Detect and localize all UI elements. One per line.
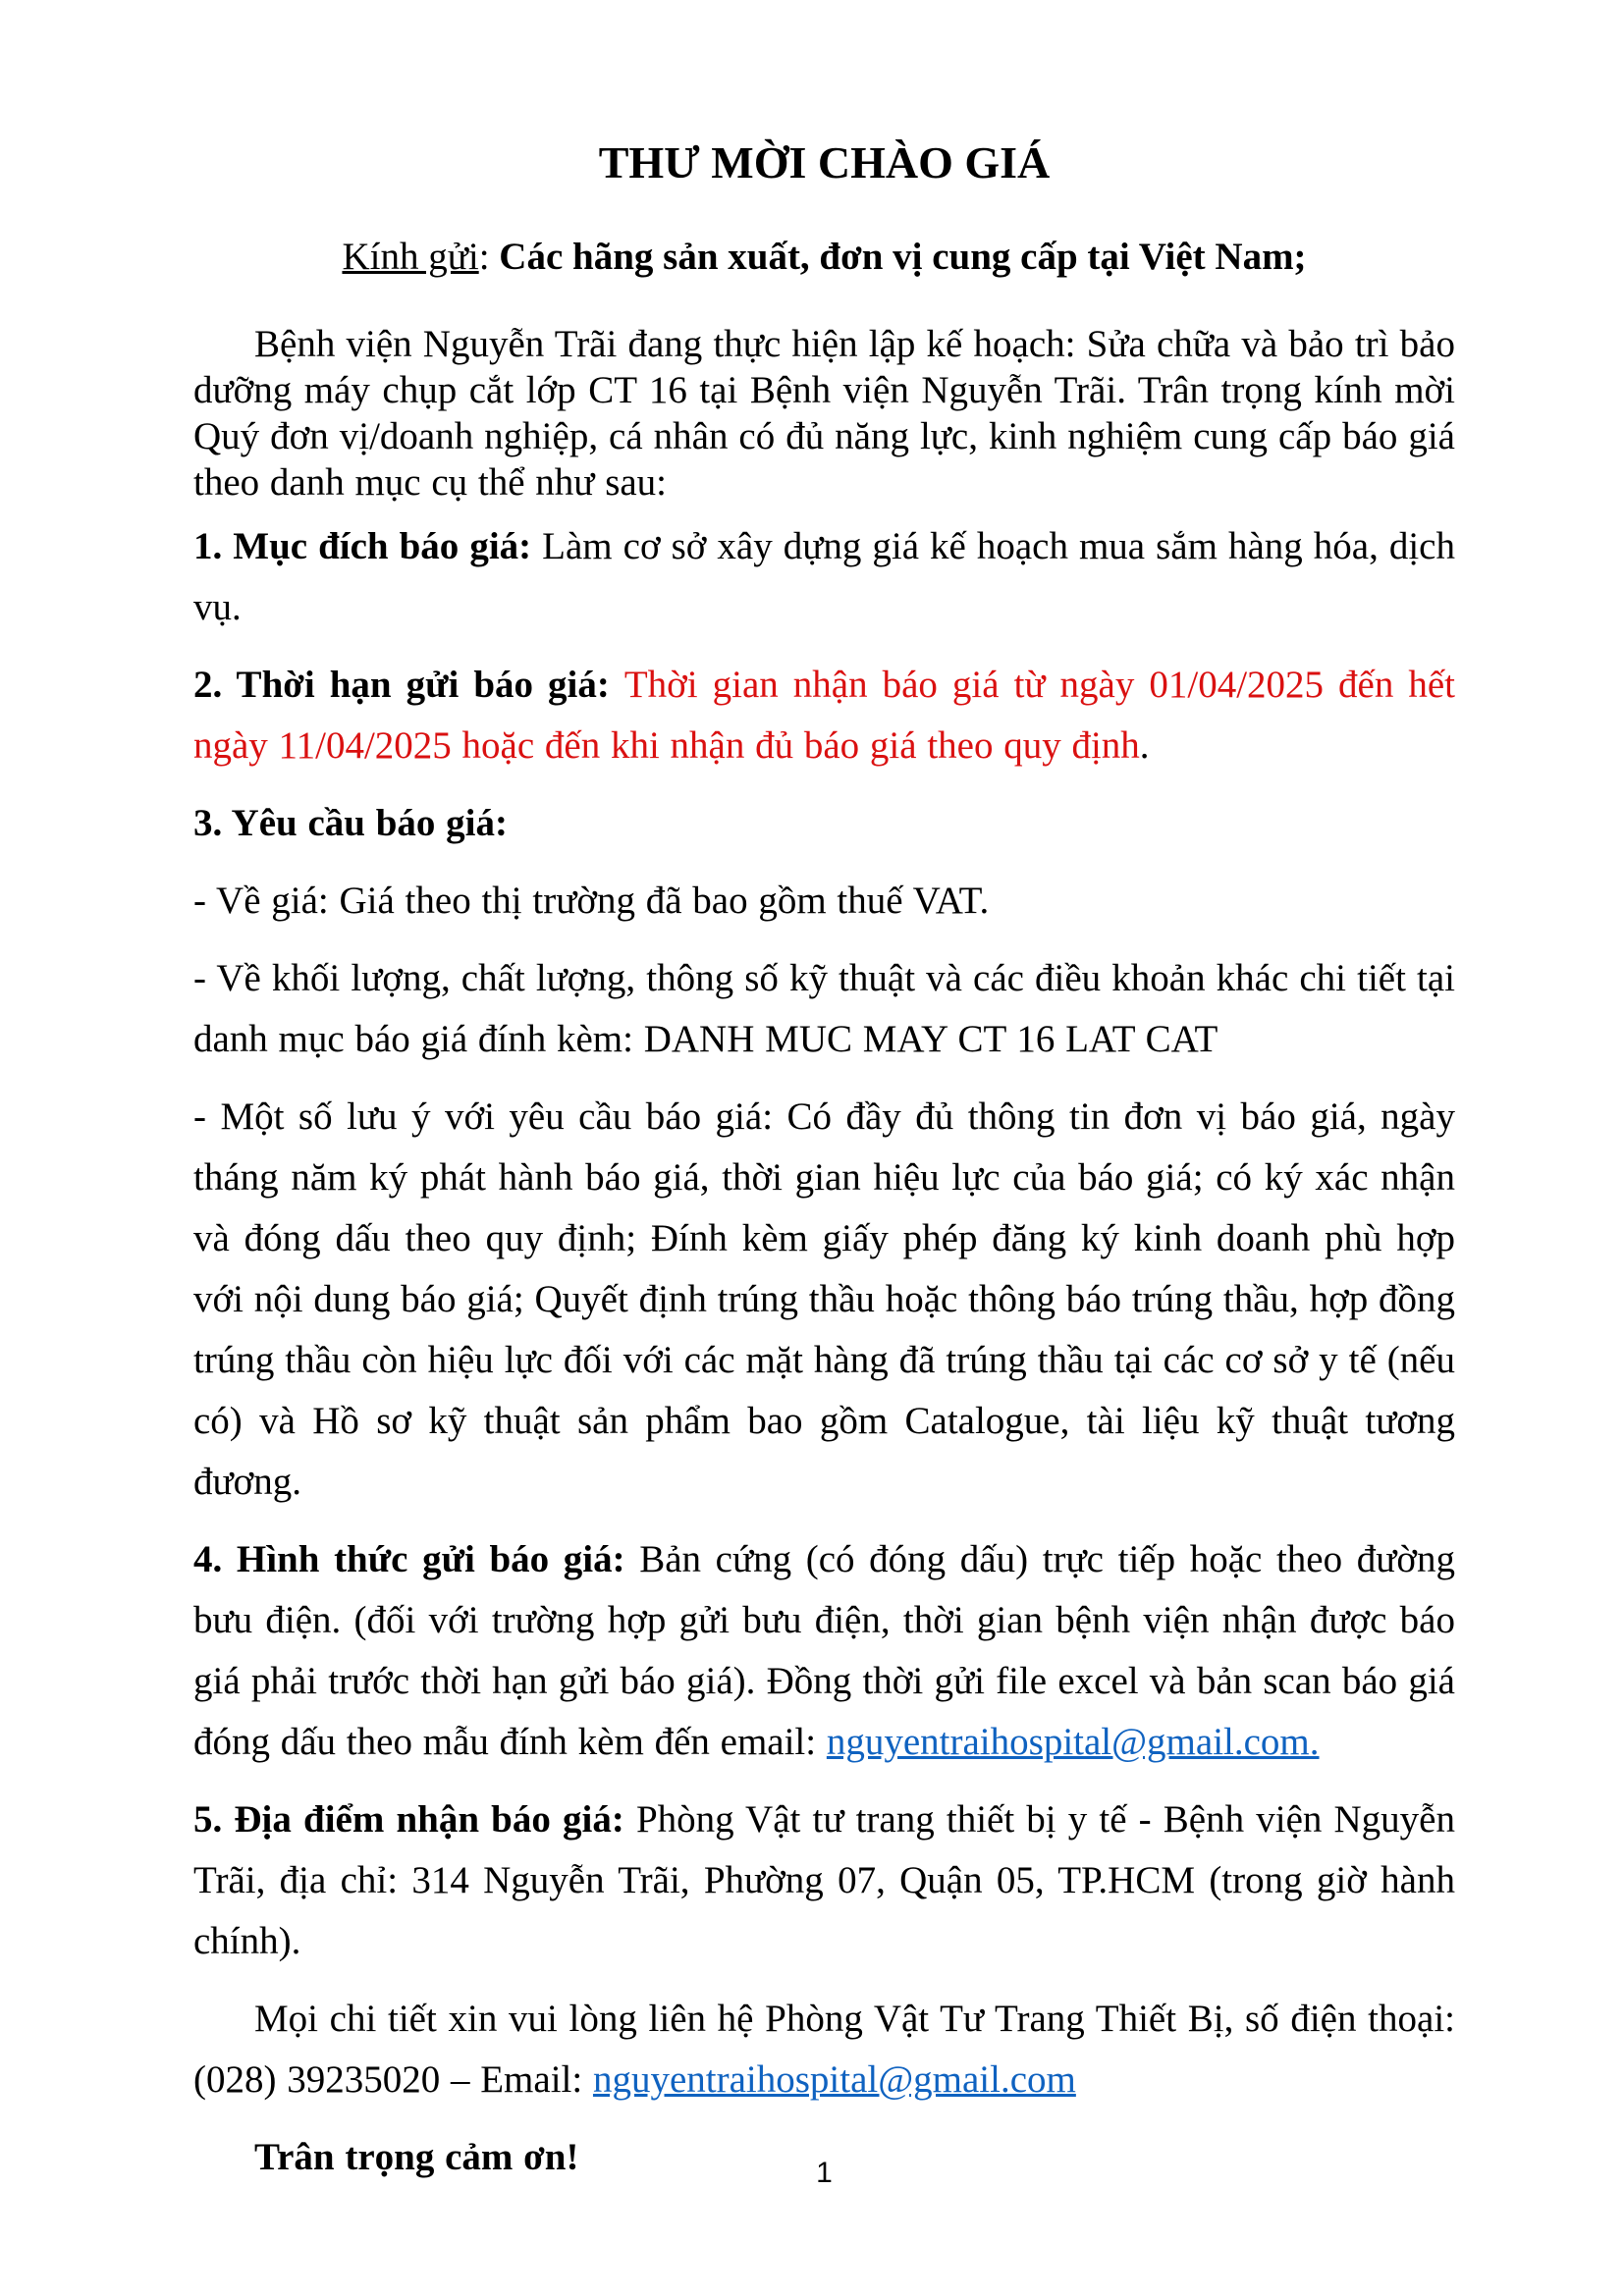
page-number: 1 <box>816 2157 833 2189</box>
item-5-location <box>193 1789 1455 1972</box>
text-run: : <box>478 236 500 278</box>
item-4-delivery-method <box>193 1529 1455 1773</box>
text-run: 4. <box>193 1538 237 1580</box>
text-run: - Một số lưu ý với yêu cầu báo giá: Có đầy đủ thông tin đơn vị báo giá, ngày tháng năm ký phát hành báo giá, thời gian hiệu lực của báo giá; có ký xác nhận và đóng dấu theo quy định; Đính kèm giấy phép đăng ký kinh doanh phù hợp với nội dung báo giá; Quyết định trúng thầu hoặc thông báo trúng thầu, hợp đồng trúng thầu còn hiệu lực đối với các mặt hàng đã trúng thầu tại các cơ sở y tế (nếu có) và Hồ sơ kỹ thuật sản phẩm bao gồm Catalogue, tài liệu kỹ thuật tương đương. <box>193 1095 1455 1503</box>
text-run: - Về khối lượng, chất lượng, thông số kỹ thuật và các điều khoản khác chi tiết tại danh mục báo giá đính kèm: DANH MUC MAY CT 16 LAT CAT <box>193 957 1455 1060</box>
text-run: Các hãng sản xuất, đơn vị cung cấp tại Việt Nam; <box>499 236 1307 278</box>
intro-paragraph <box>193 321 1455 506</box>
text-run: Bản cứng (có đóng dấu) trực tiếp hoặc theo đường bưu điện. (đối với trường hợp gửi bưu điện, thời gian bệnh viện nhận được báo giá phải trước thời hạn gửi báo giá). Đồng thời gửi file excel và bản scan báo giá đóng dấu theo mẫu đính kèm đến email: <box>193 1538 1455 1763</box>
item-1-purpose <box>193 516 1455 638</box>
contact-paragraph <box>193 1989 1455 2110</box>
text-run: Mọi chi tiết xin vui lòng liên hệ Phòng Vật Tư Trang Thiết Bị, số điện thoại: (028) 39235020 – Email: <box>193 1998 1455 2101</box>
requirement-specs <box>193 948 1455 1070</box>
requirement-price <box>193 871 1455 932</box>
text-run: 3. Yêu cầu báo giá: <box>193 802 508 844</box>
salutation-line <box>193 235 1455 280</box>
text-run: Bệnh viện Nguyễn Trãi đang thực hiện lập kế hoạch: Sửa chữa và bảo trì bảo dưỡng máy chụp cắt lớp CT 16 tại Bệnh viện Nguyễn Trãi. Trân trọng kính mời Quý đơn vị/doanh nghiệp, cá nhân có đủ năng lực, kinh nghiệm cung cấp báo giá theo danh mục cụ thể như sau: <box>193 323 1455 504</box>
item-2-deadline <box>193 655 1455 776</box>
email-link[interactable]: nguyentraihospital@gmail.com. <box>826 1721 1320 1763</box>
text-run: 2. Thời hạn gửi báo giá: <box>193 664 624 706</box>
requirement-notes <box>193 1087 1455 1513</box>
text-run: Kính gửi <box>342 236 479 278</box>
text-run: 5. Địa điểm nhận báo giá: <box>193 1798 636 1841</box>
text-run: Hình thức gửi báo giá: <box>236 1538 640 1580</box>
text-run: Làm cơ sở xây dựng giá kế hoạch mua sắm hàng hóa, dịch vụ. <box>193 525 1455 628</box>
item-3-requirements-heading <box>193 793 1455 854</box>
text-run: - Về giá: Giá theo thị trường đã bao gồm thuế VAT. <box>193 880 990 922</box>
text-run: . <box>1139 724 1150 767</box>
text-run: Phòng Vật tư trang thiết bị y tế - Bệnh viện Nguyễn Trãi, địa chỉ: 314 Nguyễn Trãi, Phường 07, Quận 05, TP.HCM (trong giờ hành chính). <box>193 1798 1455 1962</box>
email-link[interactable]: nguyentraihospital@gmail.com <box>592 2058 1076 2101</box>
text-run: Trân trọng cảm ơn! <box>254 2136 579 2178</box>
text-run: Mục đích báo giá: <box>233 525 543 567</box>
page-title: THƯ MỜI CHÀO GIÁ <box>598 137 1051 187</box>
text-run: Thời gian nhận báo giá từ ngày 01/04/2025 đến hết ngày 11/04/2025 hoặc đến khi nhận đủ báo giá theo quy định <box>193 664 1455 767</box>
text-run: 1. <box>193 525 234 567</box>
